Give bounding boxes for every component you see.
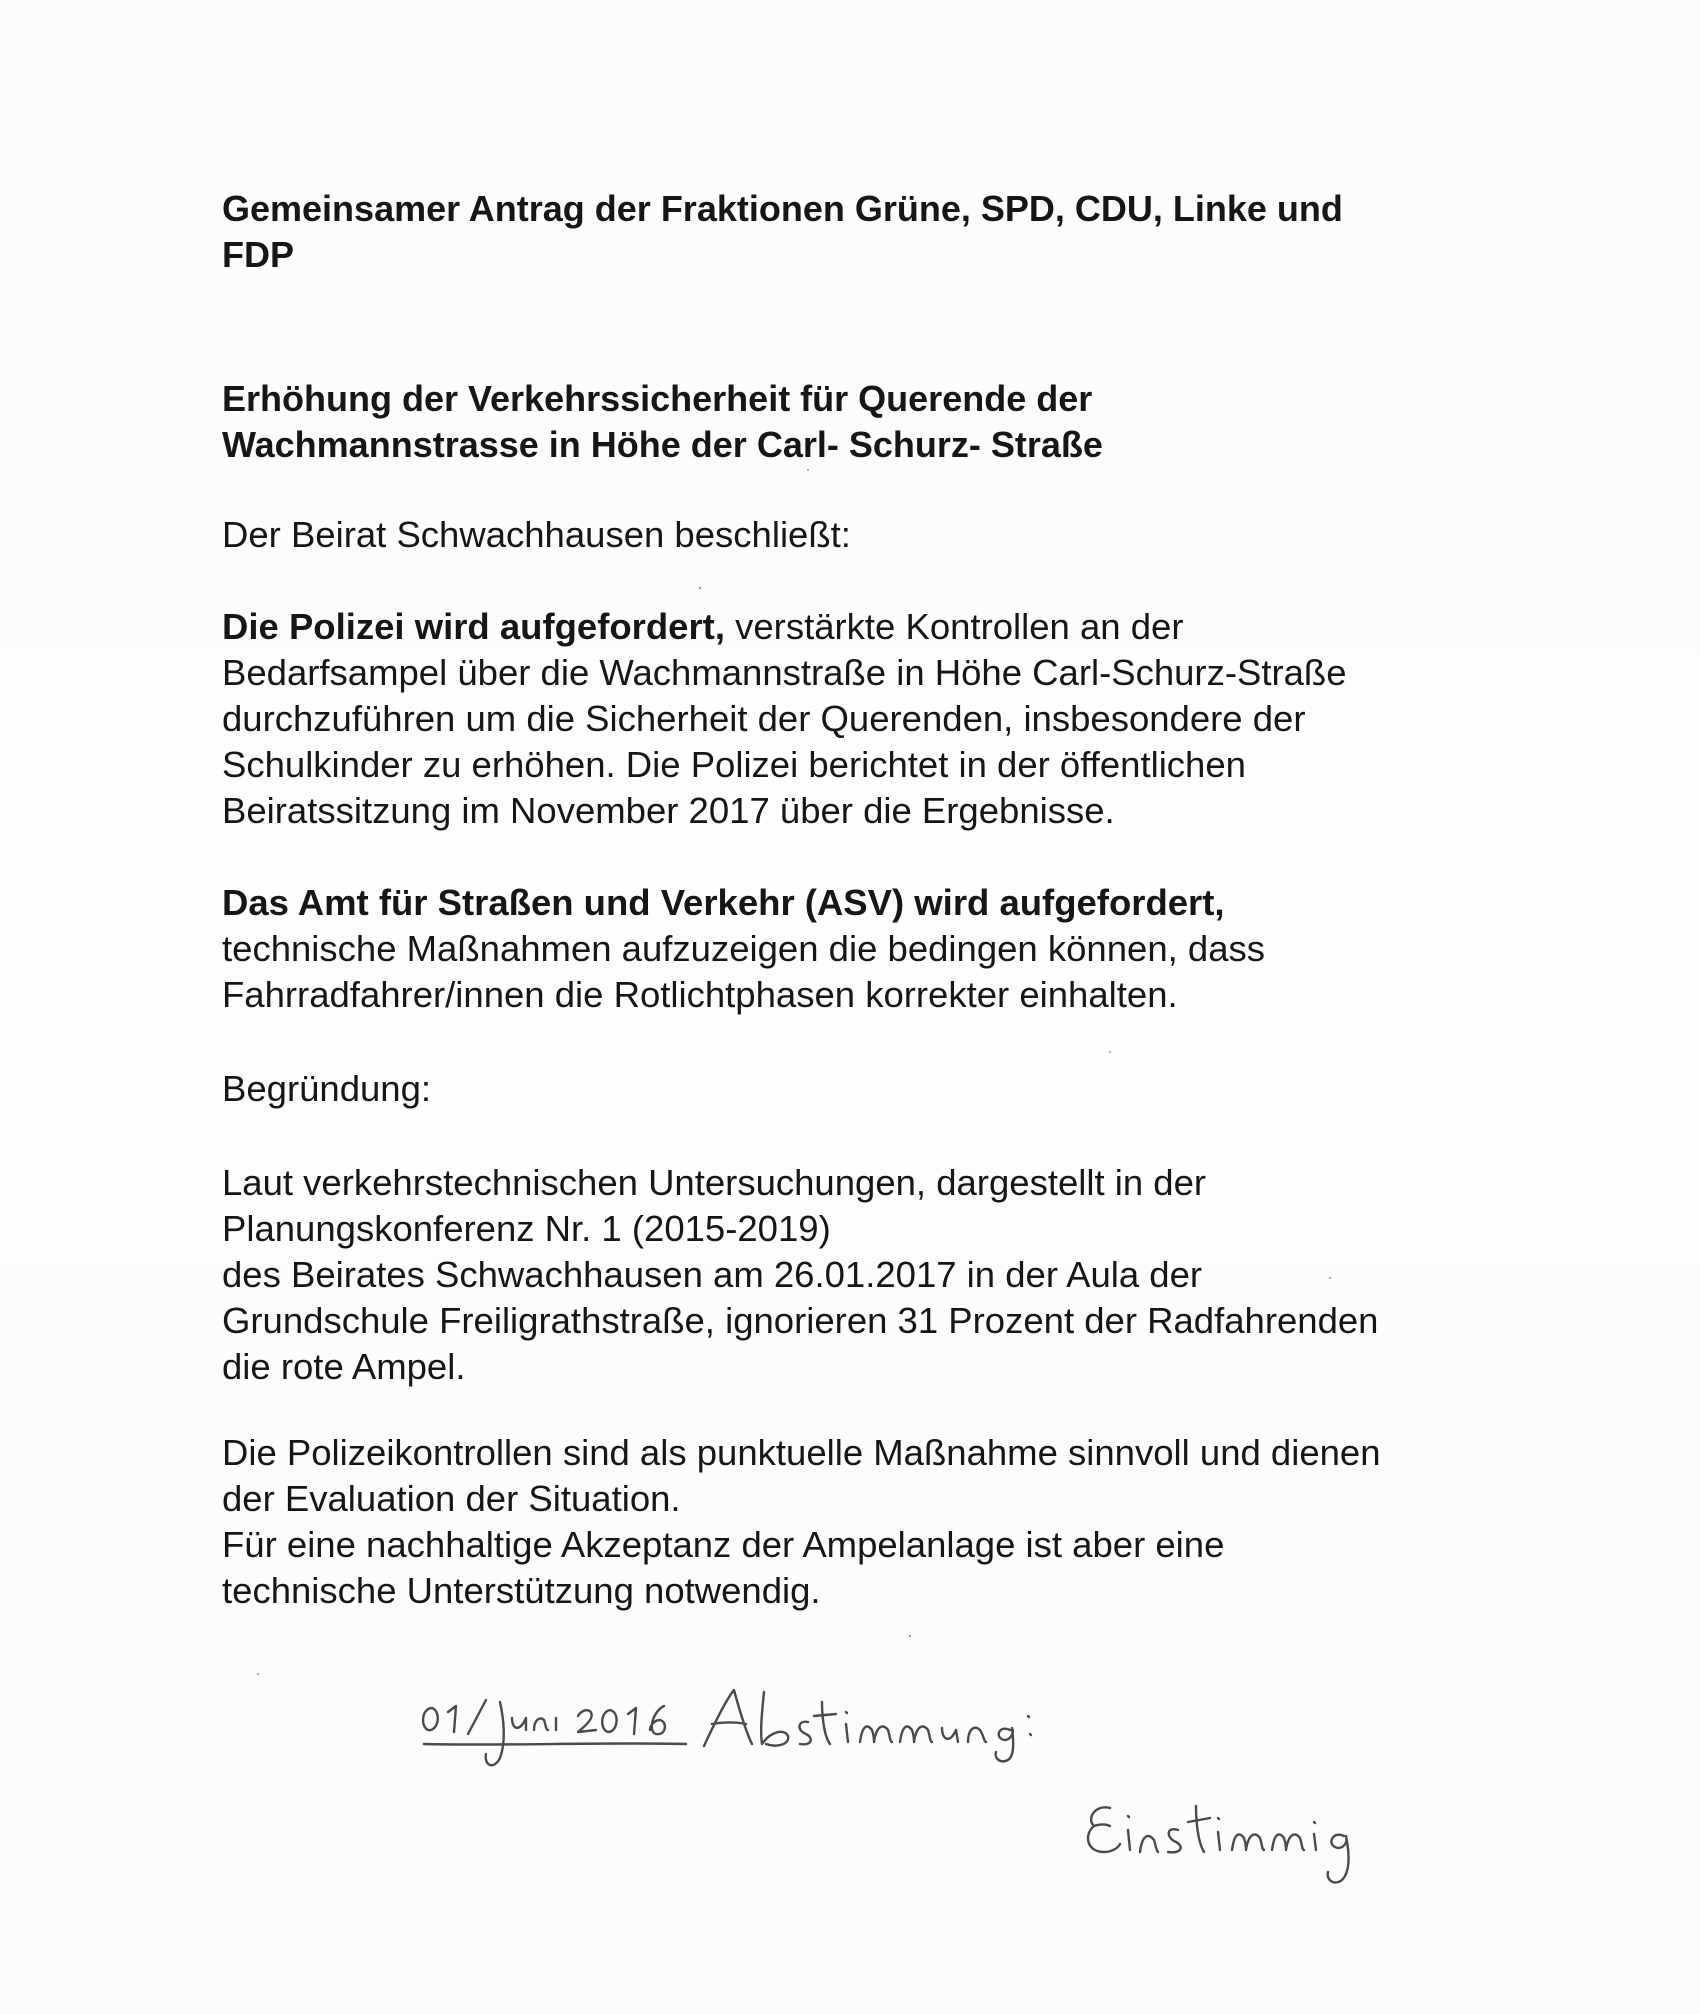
police-paragraph-line: Bedarfsampel über die Wachmannstraße in Höhe Carl-Schurz-Straße [222,652,1347,693]
resolution-intro [222,512,1512,558]
document-subject [222,376,1512,468]
reason-line: des Beirates Schwachhausen am 26.01.2017 in der Aula der [222,1254,1203,1295]
reason-line: die rote Ampel. [222,1346,466,1387]
reason-line: der Evaluation der Situation. [222,1478,681,1519]
reason-line: Laut verkehrstechnischen Untersuchungen, dargestellt in der [222,1162,1207,1203]
police-paragraph-line: durchzuführen um die Sicherheit der Querenden, insbesondere der [222,698,1306,739]
document-title [222,186,1512,278]
handwritten-result [1088,1806,1349,1882]
police-paragraph [222,604,1512,834]
reason-line: Planungskonferenz Nr. 1 (2015-2019) [222,1208,831,1249]
reason-paragraph-2 [222,1430,1512,1614]
reason-line: Grundschule Freiligrathstraße, ignorieren 31 Prozent der Radfahrenden [222,1300,1379,1341]
reason-line: technische Unterstützung notwendig. [222,1570,821,1611]
reason-heading-text: Begründung: [222,1068,432,1109]
police-paragraph-line: Beiratssitzung im November 2017 über die Ergebnisse. [222,790,1115,831]
police-bold-lead: Die Polizei wird aufgefordert, [222,606,725,647]
police-line1-rest: verstärkte Kontrollen an der [724,606,1184,647]
reason-heading [222,1066,1512,1112]
subject-line: Erhöhung der Verkehrssicherheit für Querende der [222,378,1093,419]
asv-paragraph [222,880,1512,1018]
resolution-intro-text: Der Beirat Schwachhausen beschließt: [222,514,851,555]
handwritten-date-and-vote-label [423,1690,1031,1765]
reason-line: Die Polizeikontrollen sind als punktuelle Maßnahme sinnvoll und dienen [222,1432,1381,1473]
reason-paragraph-1 [222,1160,1512,1390]
asv-bold-lead: Das Amt für Straßen und Verkehr (ASV) wird aufgefordert, [222,882,1225,923]
subject-line: Wachmannstrasse in Höhe der Carl- Schurz- Straße [222,424,1103,465]
title-line: FDP [222,234,294,275]
police-paragraph-first-line [222,604,1512,650]
reason-line: Für eine nachhaltige Akzeptanz der Ampelanlage ist aber eine [222,1524,1225,1565]
police-paragraph-line: Schulkinder zu erhöhen. Die Polizei berichtet in der öffentlichen [222,744,1246,785]
asv-paragraph-line: Fahrradfahrer/innen die Rotlichtphasen korrekter einhalten. [222,974,1178,1015]
asv-paragraph-line: technische Maßnahmen aufzuzeigen die bedingen können, dass [222,928,1265,969]
title-line: Gemeinsamer Antrag der Fraktionen Grüne, SPD, CDU, Linke und [222,188,1343,229]
